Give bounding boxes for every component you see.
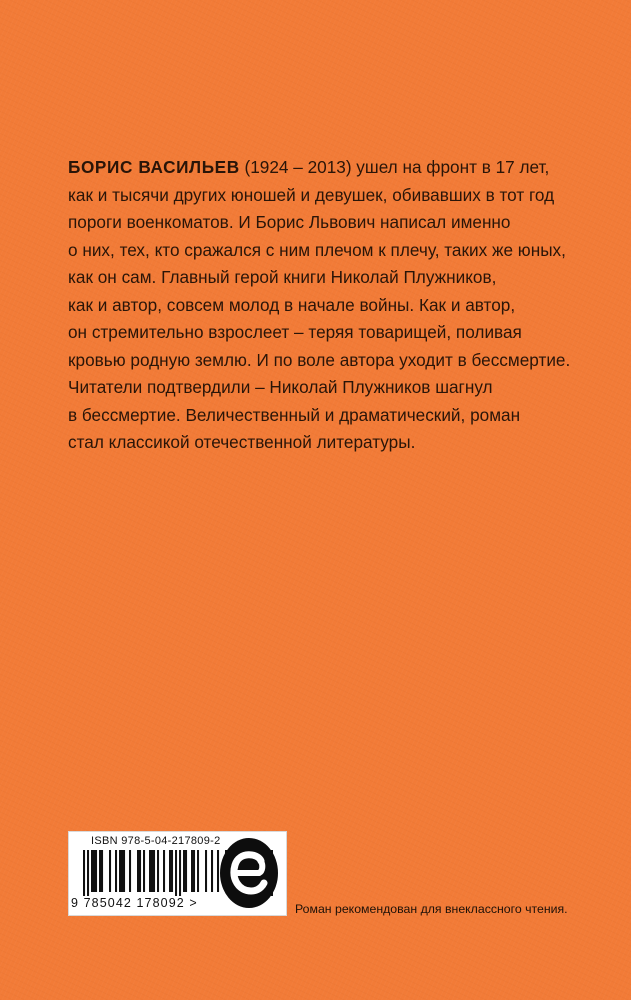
description-line: стал классикой отечественной литературы. bbox=[68, 432, 416, 452]
barcode-bar bbox=[151, 850, 153, 892]
reading-recommendation: Роман рекомендован для внеклассного чтения. bbox=[295, 902, 568, 916]
description-line: он стремительно взрослеет – теряя товарищей, поливая bbox=[68, 322, 522, 342]
barcode-bar bbox=[197, 850, 199, 892]
barcode-bar bbox=[101, 850, 103, 892]
barcode-bar bbox=[95, 850, 97, 892]
barcode-bar bbox=[183, 850, 185, 892]
barcode-digits: 9 785042 178092 > bbox=[71, 896, 198, 910]
isbn-barcode-panel bbox=[68, 831, 287, 916]
description-line: в бессмертие. Величественный и драматический, роман bbox=[68, 404, 521, 425]
description-text: (1924 – 2013) ушел на фронт в 17 лет, bbox=[239, 157, 550, 177]
isbn-label: ISBN 978-5-04-217809-2 bbox=[91, 835, 221, 847]
book-description bbox=[68, 154, 628, 457]
barcode-bar bbox=[175, 850, 177, 896]
barcode-bar bbox=[191, 850, 193, 892]
barcode-bar bbox=[83, 850, 85, 896]
barcode-bar bbox=[91, 850, 93, 892]
barcode-bar bbox=[171, 850, 173, 892]
barcode-bar bbox=[99, 850, 101, 892]
barcode-bar bbox=[115, 850, 117, 892]
description-line: Читатели подтвердили – Николай Плужников шагнул bbox=[68, 377, 493, 397]
barcode-bar bbox=[137, 850, 139, 892]
description-line: о них, тех, кто сражался с ним плечом к плечу, таких же юных, bbox=[68, 239, 566, 260]
barcode-bar bbox=[169, 850, 171, 892]
barcode-bar bbox=[153, 850, 155, 892]
description-line: кровью родную землю. И по воле автора уходит в бессмертие. bbox=[68, 349, 571, 370]
barcode-bar bbox=[121, 850, 123, 892]
eksmo-e-logo-icon bbox=[217, 835, 281, 911]
barcode-bar bbox=[163, 850, 165, 892]
barcode-bar bbox=[157, 850, 159, 892]
author-name: БОРИС ВАСИЛЬЕВ bbox=[68, 157, 240, 177]
description-line bbox=[68, 154, 628, 182]
barcode-bar bbox=[185, 850, 187, 892]
barcode-bar bbox=[205, 850, 207, 892]
barcode-bar bbox=[93, 850, 95, 892]
barcode-bar bbox=[129, 850, 131, 892]
barcode-bar bbox=[149, 850, 151, 892]
barcode-bar bbox=[143, 850, 145, 892]
description-line: как он сам. Главный герой книги Николай Плужников, bbox=[68, 267, 497, 287]
barcode-bar bbox=[179, 850, 181, 896]
barcode-bar bbox=[119, 850, 121, 892]
description-line: как и автор, совсем молод в начале войны. Как и автор, bbox=[68, 294, 516, 315]
description-line: как и тысячи других юношей и девушек, обивавших в тот год bbox=[68, 184, 555, 205]
barcode-bar bbox=[87, 850, 89, 896]
barcode-bar bbox=[123, 850, 125, 892]
barcode-bar bbox=[193, 850, 195, 892]
description-line: пороги военкоматов. И Борис Львович написал именно bbox=[68, 212, 511, 232]
barcode-bar bbox=[109, 850, 111, 892]
barcode-bar bbox=[211, 850, 213, 892]
barcode-bar bbox=[139, 850, 141, 892]
